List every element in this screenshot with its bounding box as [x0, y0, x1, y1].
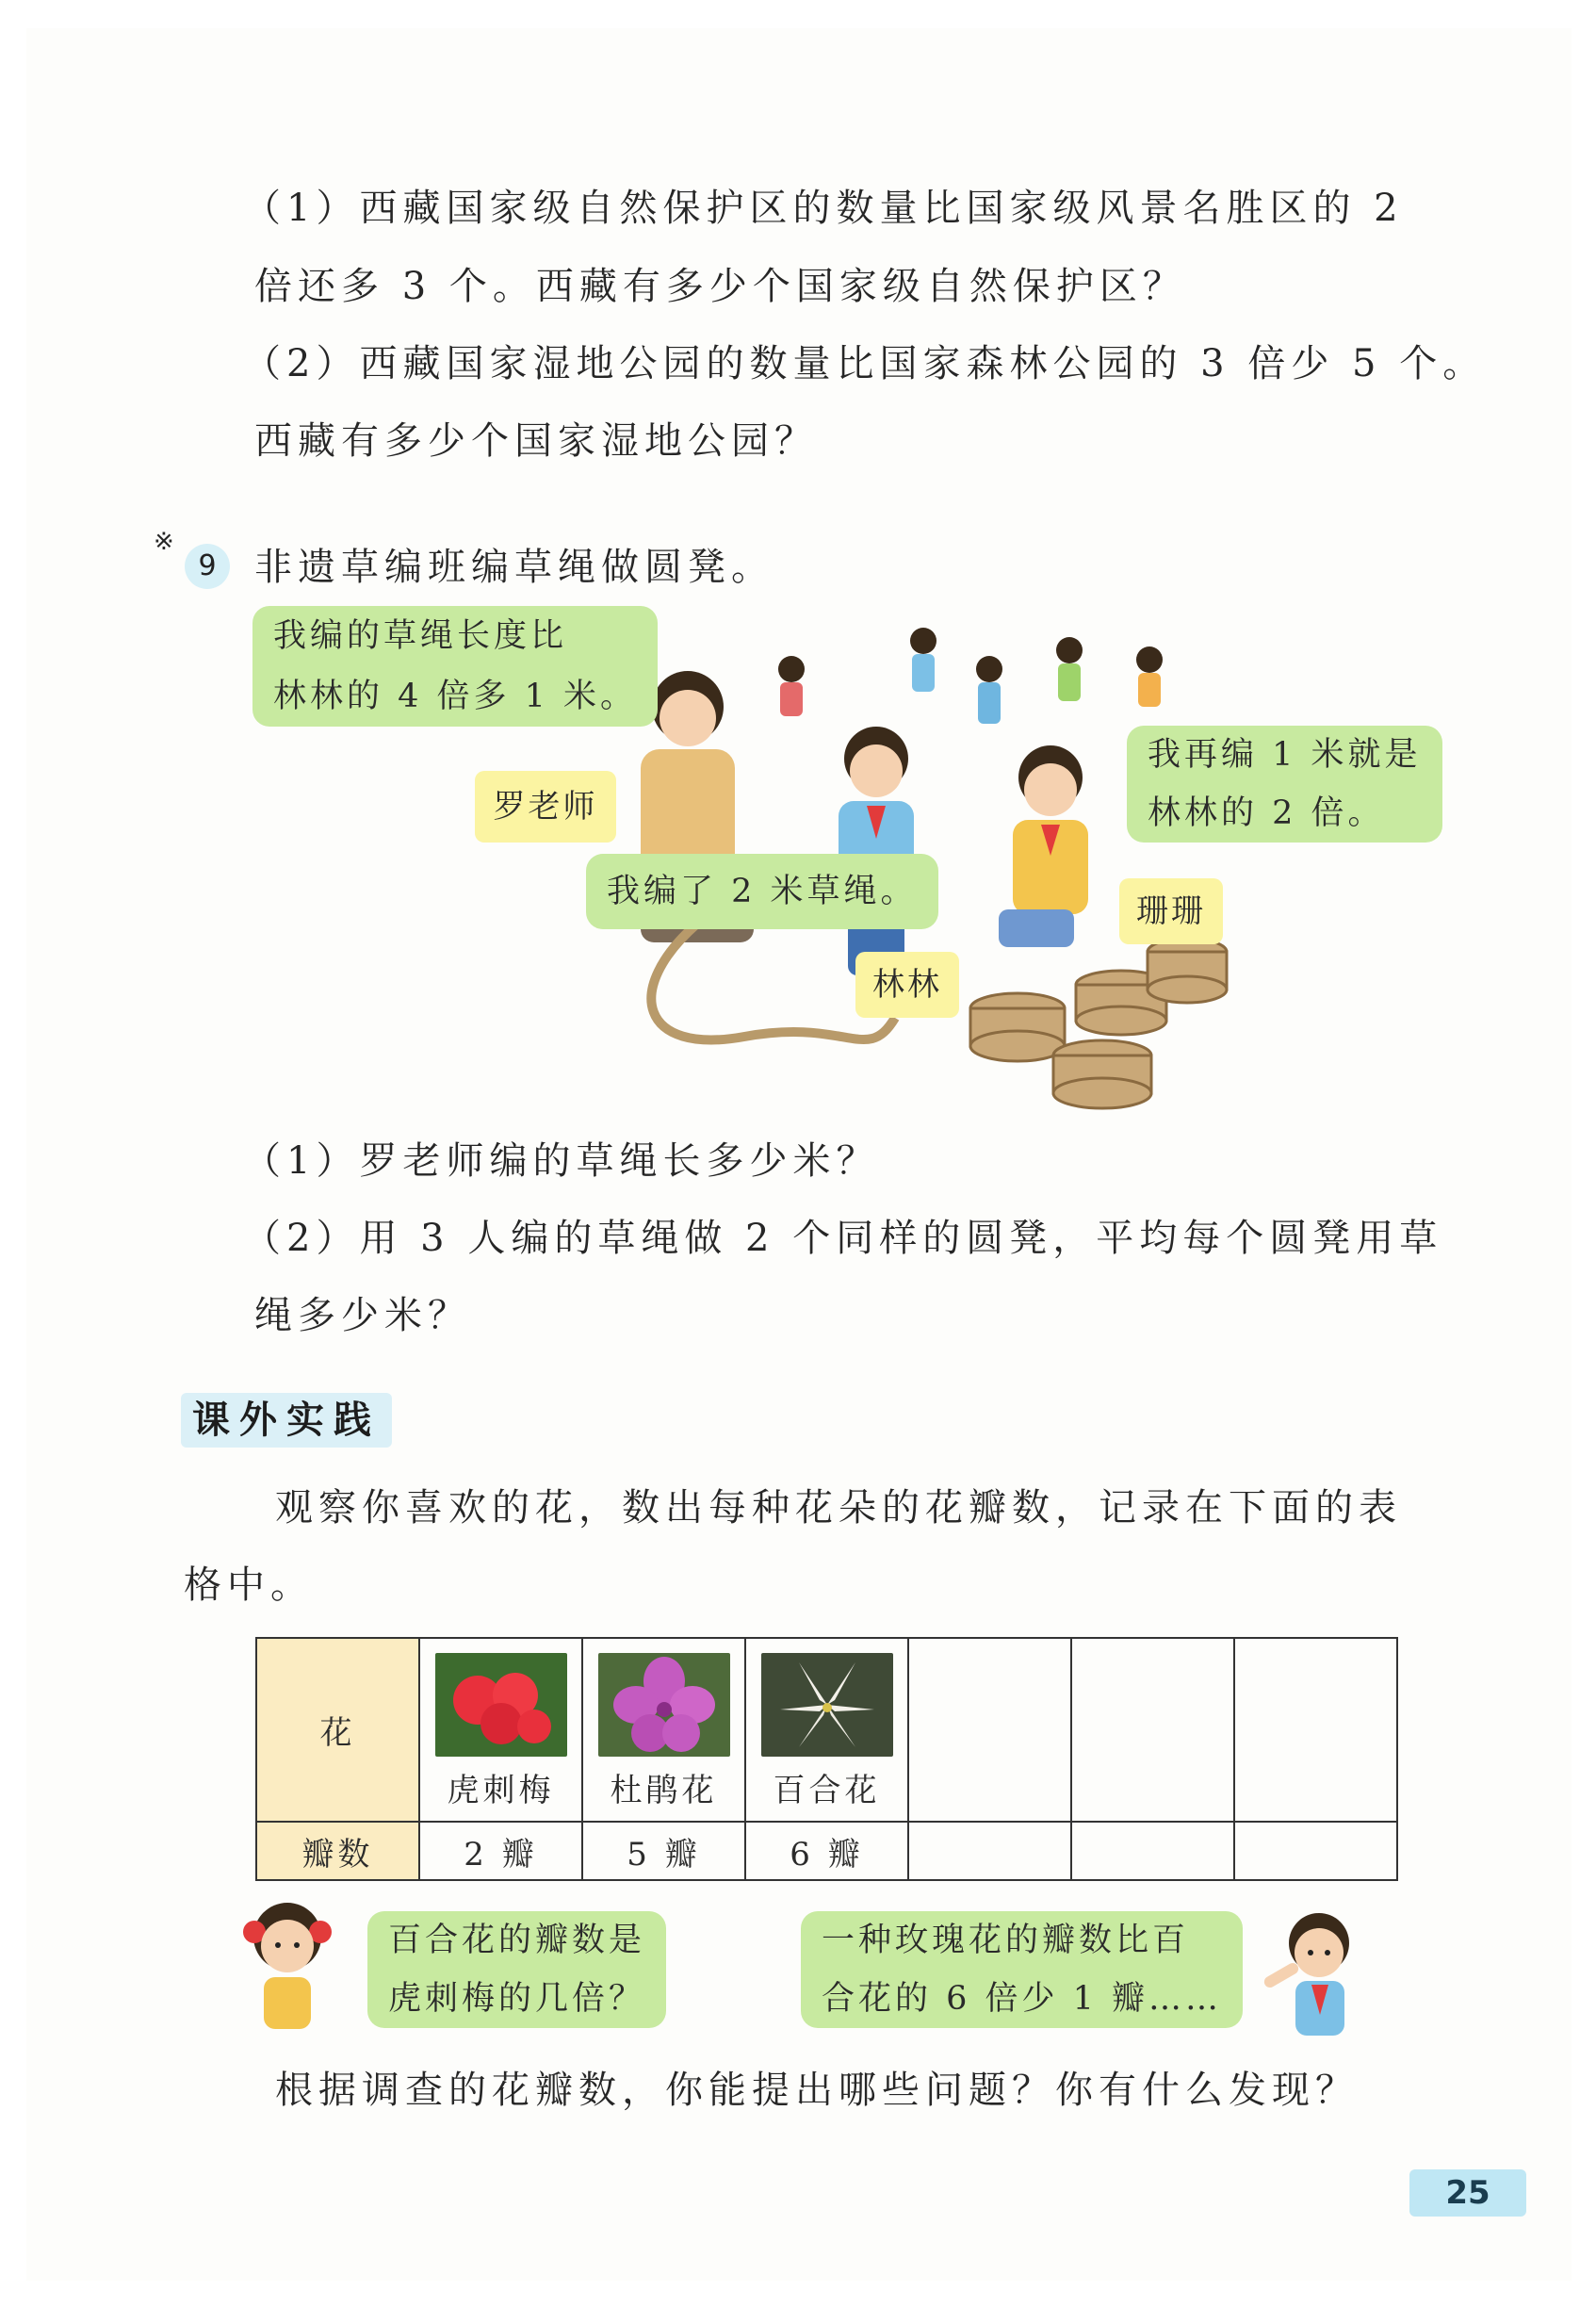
- flower-name-2: 杜鹃花: [610, 1772, 718, 1809]
- lily-photo: [761, 1653, 893, 1757]
- table-cell-empty: [1234, 1822, 1397, 1880]
- shanshan-bubble-line1: 我再编 1 米就是: [1148, 736, 1422, 774]
- girl-bubble-line2: 虎刺梅的几倍？: [388, 1980, 646, 2018]
- petal-count-2: 5 瓣: [582, 1822, 745, 1880]
- table-cell-flower-2: [582, 1638, 745, 1822]
- girl-character-illustration: [236, 1894, 339, 2036]
- practice-closing-question: 根据调查的花瓣数，你能提出哪些问题？你有什么发现？: [275, 2069, 1359, 2112]
- boy-speech-bubble: [801, 1911, 1243, 2028]
- table-cell-empty: [1071, 1638, 1234, 1822]
- boy-bubble-line1: 一种玫瑰花的瓣数比百: [822, 1922, 1190, 1959]
- azalea-photo: [598, 1653, 730, 1757]
- section-heading-practice: 课外实践: [181, 1393, 392, 1448]
- problem8-part2-line1: （2）西藏国家湿地公园的数量比国家森林公园的 3 倍少 5 个。: [243, 342, 1487, 385]
- problem9-title: 非遗草编班编草绳做圆凳。: [254, 546, 774, 589]
- tiger-thorn-plum-photo: [435, 1653, 567, 1757]
- problem8-part2-line2: 西藏有多少个国家湿地公园？: [254, 419, 818, 463]
- flower-name-1: 虎刺梅: [447, 1772, 555, 1809]
- girl-bubble-line1: 百合花的瓣数是: [388, 1922, 646, 1959]
- table-cell-empty: [908, 1638, 1071, 1822]
- shanshan-name-tag: 珊珊: [1119, 878, 1223, 944]
- page-number: 25: [1409, 2169, 1526, 2217]
- girl-speech-bubble: [367, 1911, 666, 2028]
- teacher-bubble-line1: 我编的草绳长度比: [273, 617, 568, 655]
- table-cell-flower-3: [745, 1638, 908, 1822]
- petal-count-table: [255, 1637, 1398, 1881]
- table-cell-empty: [908, 1822, 1071, 1880]
- shanshan-bubble-line2: 林林的 2 倍。: [1148, 794, 1385, 832]
- table-cell-flower-1: [419, 1638, 582, 1822]
- petal-count-3: 6 瓣: [745, 1822, 908, 1880]
- flower-name-3: 百合花: [773, 1772, 881, 1809]
- problem9-question2-line1: （2）用 3 人编的草绳做 2 个同样的圆凳，平均每个圆凳用草: [243, 1217, 1443, 1260]
- teacher-name-tag: 罗老师: [475, 771, 616, 843]
- problem8-part1-line1: （1）西藏国家级自然保护区的数量比国家级风景名胜区的 2: [243, 187, 1404, 230]
- table-header-petals: 瓣数: [256, 1822, 419, 1880]
- linlin-name-tag: 林林: [855, 952, 959, 1018]
- problem9-question2-line2: 绳多少米？: [254, 1294, 471, 1337]
- optional-star-mark: ※: [154, 528, 174, 556]
- table-row-flowers: [256, 1638, 1397, 1822]
- problem8-part1-line2: 倍还多 3 个。西藏有多少个国家级自然保护区？: [254, 265, 1186, 308]
- table-cell-empty: [1234, 1638, 1397, 1822]
- linlin-speech-bubble: 我编了 2 米草绳。: [586, 854, 938, 929]
- table-row-petals: [256, 1822, 1397, 1880]
- boy-bubble-line2: 合花的 6 倍少 1 瓣……: [822, 1980, 1223, 2018]
- table-header-flower: 花: [256, 1638, 419, 1822]
- shanshan-speech-bubble: [1127, 726, 1442, 843]
- problem-number-badge: 9: [185, 544, 230, 589]
- boy-character-illustration: [1253, 1904, 1376, 2045]
- practice-intro-line1: 观察你喜欢的花，数出每种花朵的花瓣数，记录在下面的表: [275, 1486, 1402, 1530]
- teacher-speech-bubble: [252, 606, 658, 727]
- problem9-question1: （1）罗老师编的草绳长多少米？: [243, 1139, 880, 1183]
- practice-intro-line2: 格中。: [184, 1563, 314, 1607]
- table-cell-empty: [1071, 1822, 1234, 1880]
- petal-count-1: 2 瓣: [419, 1822, 582, 1880]
- teacher-bubble-line2: 林林的 4 倍多 1 米。: [273, 678, 638, 715]
